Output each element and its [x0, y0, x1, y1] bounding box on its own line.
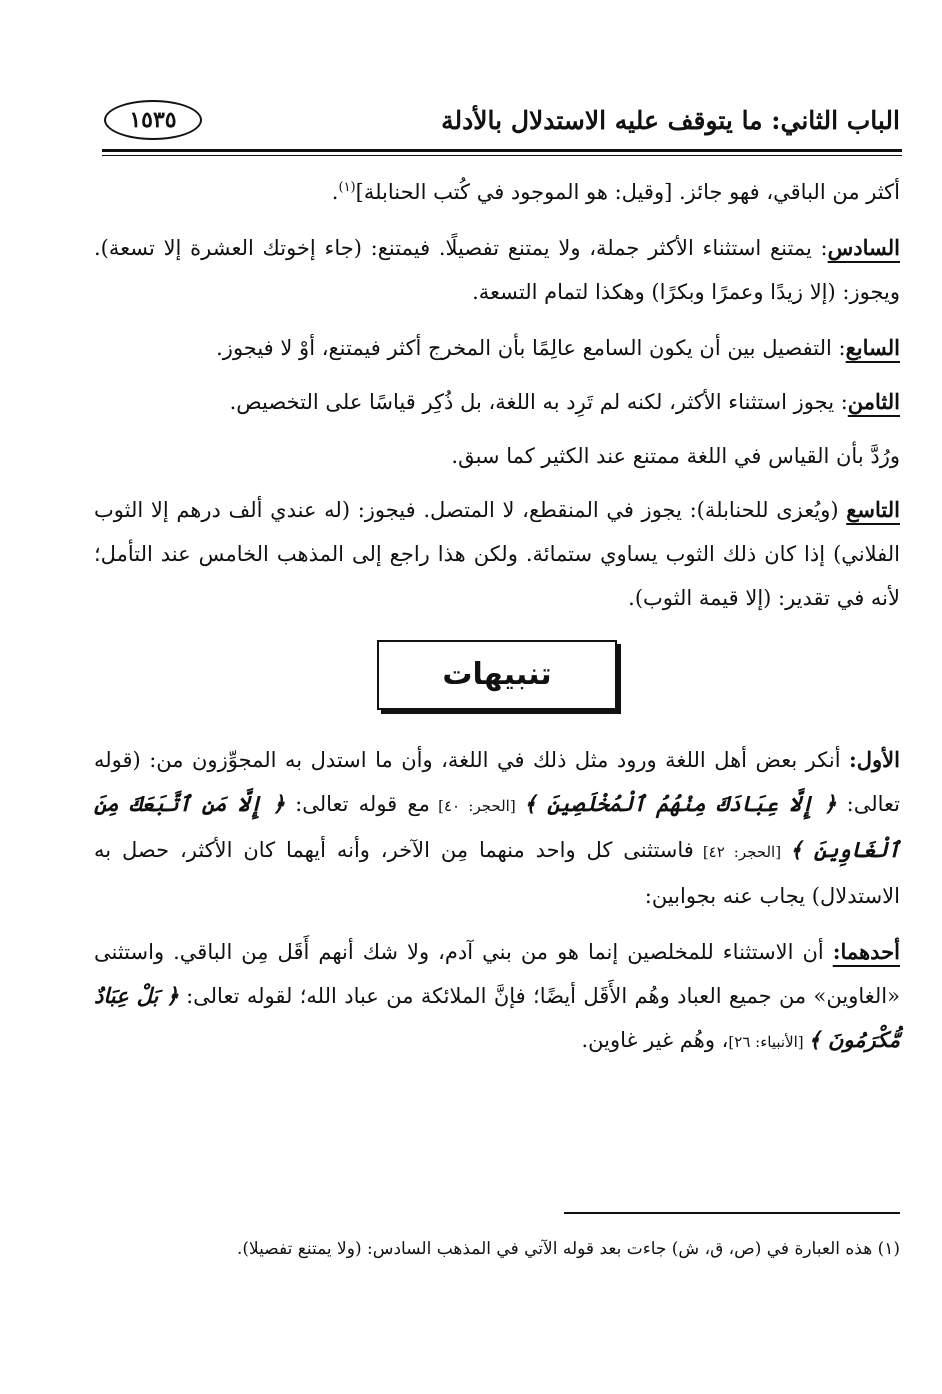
paragraph-text: ، وهُم غير غاوين.: [581, 1028, 729, 1052]
chapter-title: الباب الثاني: ما يتوقف عليه الاستدلال بالأدلة: [441, 106, 900, 135]
footnote: (١) هذه العبارة في (ص، ق، ش) جاءت بعد قوله الآتي في المذهب السادس: (ولا يمتنع تفصيلا).: [237, 1239, 900, 1259]
footnote-rule: [564, 1212, 900, 1214]
section-heading-wrap: [94, 640, 900, 710]
verse-reference: [الحجر: ٤٢]: [693, 843, 791, 861]
paragraph-text: فاستثنى كل واحد منهما مِن الآخر، وأنه أيهما كان الأكثر، حصل به الاستدلال) يجاب عنه بجوابين:: [94, 838, 900, 908]
paragraph-rebuttal: [94, 434, 900, 478]
book-page: [88, 92, 904, 1372]
paragraph-text: أنكر بعض أهل اللغة ورود مثل ذلك في اللغة، وأن ما استدل به المجوِّزون من: (قوله تعالى:: [94, 748, 901, 816]
running-header: [88, 92, 904, 150]
quran-verse: ﴿ بَلْ عِبَادٌ مُّكْرَمُونَ ﴾: [94, 983, 900, 1052]
paragraph-lead: التاسع: [846, 497, 900, 522]
paragraph-text: مع قوله تعالى:: [284, 792, 430, 816]
paragraph-lead: السادس: [827, 235, 900, 260]
paragraph-text: : التفصيل بين أن يكون السامع عالِمًا بأن المخرج أكثر فيمتنع، أوْ لا فيجوز.: [216, 336, 846, 360]
paragraph-text: .: [331, 180, 339, 204]
header-rule: [102, 149, 902, 156]
main-text: [94, 170, 900, 1076]
paragraph-lead: السابع: [845, 335, 900, 360]
page-number: ١٥٣٥: [104, 100, 202, 140]
verse-reference: [الحجر: ٤٠]: [429, 797, 524, 815]
verse-reference: [الأنبياء: ٢٦]: [728, 1033, 809, 1051]
paragraph-ninth: [94, 488, 900, 620]
quran-verse: ﴿ إِلَّا مَنِ ٱتَّبَعَكَ مِنَ ٱلْغَاوِينَ ﴾: [94, 791, 901, 862]
paragraph-text: ورُدَّ بأن القياس في اللغة ممتنع عند الكثير كما سبق.: [451, 444, 900, 468]
section-heading: تنبيهات: [377, 640, 617, 710]
paragraph-continuation: [94, 170, 900, 214]
paragraph-lead: الأول:: [849, 747, 900, 772]
footnote-marker[interactable]: (١): [338, 180, 356, 195]
paragraph-text: أن الاستثناء للمخلصين إنما هو من بني آدم، ولا شك أنهم أَقَل مِن الباقي. واستثنى «الغاوين» من جميع العباد وهُم الأَقَل أيضًا؛ فإنَّ الملائكة من عباد الله؛ لقوله تعالى:: [94, 940, 900, 1008]
paragraph-text: : يجوز استثناء الأكثر، لكنه لم تَرِد به اللغة، بل ذُكِر قياسًا على التخصيص.: [229, 390, 848, 414]
paragraph-seventh: [94, 326, 900, 370]
paragraph-eighth: [94, 380, 900, 424]
paragraph-first-answer: [94, 930, 900, 1064]
paragraph-lead: أحدهما:: [832, 939, 900, 964]
paragraph-lead: الثامن: [847, 389, 900, 414]
quran-verse: ﴿ إِلَّا عِبَادَكَ مِنْهُمُ ٱلْمُخْلَصِينَ ﴾: [523, 791, 837, 816]
paragraph-text: (ويُعزى للحنابلة): يجوز في المنقطع، لا المتصل. فيجوز: (له عندي ألف درهم إلا الثوب الفلاني) إذا كان ذلك الثوب يساوي ستمائة. ولكن هذا راجع إلى المذهب الخامس عند التأمل؛ لأنه في تقدير: (إلا قيمة الثوب).: [94, 498, 900, 610]
paragraph-text: : يمتنع استثناء الأكثر جملة، ولا يمتنع تفصيلًا. فيمتنع: (جاء إخوتك العشرة إلا تسعة). ويجوز: (إلا زيدًا وعمرًا وبكرًا) وهكذا لتمام التسعة.: [94, 236, 900, 304]
paragraph-first-note: [94, 738, 900, 918]
paragraph-text: أكثر من الباقي، فهو جائز. [وقيل: هو الموجود في كُتب الحنابلة]: [355, 180, 900, 204]
paragraph-sixth: [94, 226, 900, 314]
